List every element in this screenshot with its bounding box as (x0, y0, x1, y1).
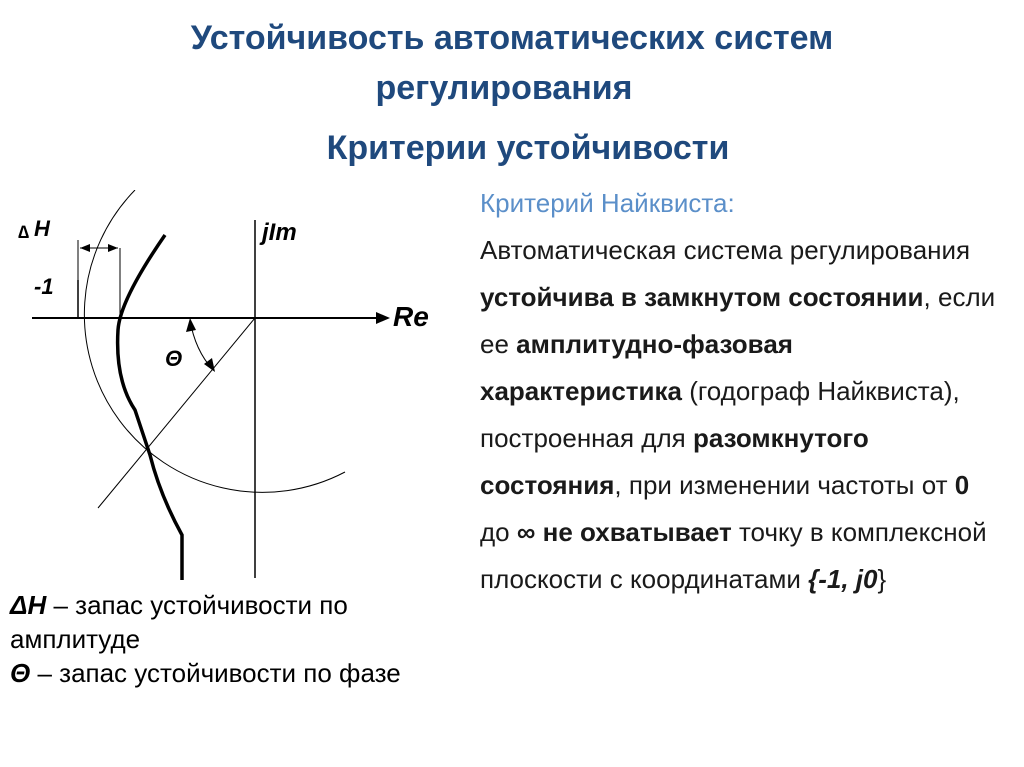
re-label: Re (393, 301, 429, 332)
theta-label: Θ (165, 346, 183, 371)
title-line-2: регулирования (375, 69, 633, 107)
jim-label: jIm (262, 219, 297, 246)
real-axis-arrow (376, 312, 390, 324)
dh-label-triangle: ∆ (18, 222, 30, 242)
legend (10, 588, 450, 690)
legend-dh: ΔH – запас устойчивости по амплитуде (10, 590, 348, 654)
legend-theta: Θ – запас устойчивости по фазе (10, 658, 401, 688)
nyquist-description (480, 180, 1000, 603)
dh-label: H (34, 216, 50, 241)
nyquist-diagram (0, 190, 450, 590)
minus-one-label: -1 (34, 274, 54, 299)
criterion-text: Автоматическая система регулирования устойчива в замкнутом состоянии, если ее амплитудно-фазовая характеристика (годограф Найквиста), построенная для разомкнутого состояния, при изменении частоты от 0 до ∞ не охватывает точку в комплексной плоскости с координатами {-1, j0} (480, 235, 996, 594)
criterion-heading: Критерий Найквиста: (480, 188, 735, 218)
subtitle: Критерии устойчивости (326, 129, 730, 167)
title-line-1: Устойчивость автоматических систем (190, 19, 834, 57)
nyquist-curve (118, 235, 182, 580)
unit-circle-arc (84, 190, 345, 492)
